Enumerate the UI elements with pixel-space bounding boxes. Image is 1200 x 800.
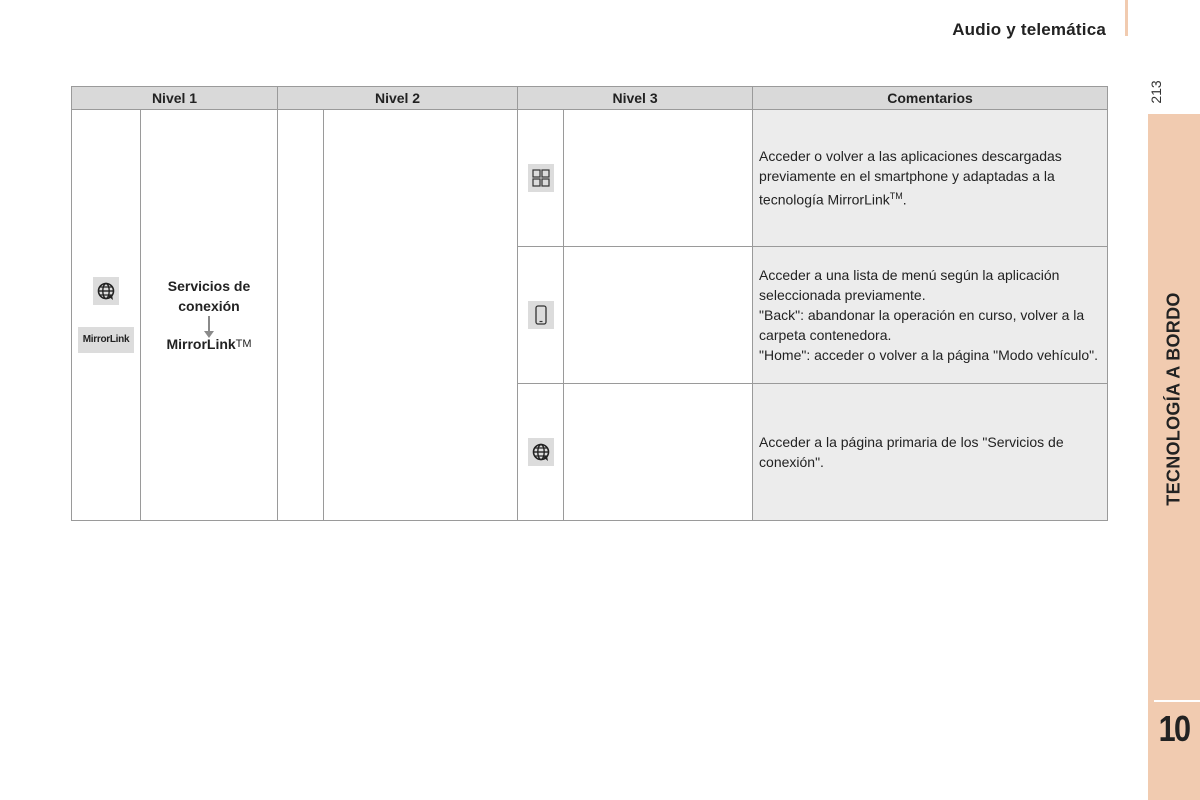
comment-cell: Acceder a la página primaria de los "Servicios de conexión". <box>753 384 1108 521</box>
header-accent-tick <box>1125 0 1128 36</box>
level1-icon-cell <box>72 110 141 521</box>
comment-line: "Back": abandonar la operación en curso, volver a la carpeta contenedora. <box>759 307 1085 343</box>
chapter-side-tab <box>1148 114 1200 800</box>
level1-label-line2: conexión <box>178 298 240 314</box>
connected-services-globe-icon <box>93 277 119 305</box>
column-header-nivel-2: Nivel 2 <box>278 87 518 110</box>
comment-line: "Home": acceder o volver a la página "Modo vehículo". <box>759 347 1098 363</box>
chapter-number: 10 <box>1158 708 1190 749</box>
column-header-nivel-3: Nivel 3 <box>518 87 753 110</box>
column-header-nivel-1: Nivel 1 <box>72 87 278 110</box>
level1-label-cell <box>141 110 278 521</box>
mirrorlink-logo: MirrorLink <box>78 327 134 353</box>
section-title: Audio y telemática <box>952 20 1106 39</box>
column-header-comentarios: Comentarios <box>753 87 1108 110</box>
comment-cell: Acceder o volver a las aplicaciones descargadas previamente en el smartphone y adaptadas a la tecnología MirrorLink™. <box>753 110 1108 247</box>
level3-label-cell <box>564 247 753 384</box>
level2-icon-cell <box>278 110 324 521</box>
level2-label-cell <box>324 110 518 521</box>
smartphone-icon <box>528 301 554 329</box>
trademark-mark: TM <box>235 338 252 350</box>
level3-label-cell <box>564 110 753 247</box>
trademark-mark: TM <box>889 191 903 202</box>
chapter-divider <box>1154 700 1200 702</box>
level3-icon-cell <box>518 110 564 247</box>
apps-grid-icon <box>528 164 554 192</box>
chapter-title: TECNOLOGÍA A BORDO <box>1163 292 1184 506</box>
connected-services-globe-icon <box>528 438 554 466</box>
comment-cell <box>753 247 1108 384</box>
menu-structure-table <box>71 86 1108 521</box>
comment-line: Acceder a una lista de menú según la aplicación seleccionada previamente. <box>759 267 1060 303</box>
level1-label-line3: MirrorLink <box>166 336 236 352</box>
table-header-row <box>72 87 1108 110</box>
level3-icon-cell <box>518 384 564 521</box>
level1-label-line1: Servicios de <box>167 278 251 294</box>
level3-icon-cell <box>518 247 564 384</box>
table-row <box>72 110 1108 247</box>
page-number: 213 <box>1148 80 1164 104</box>
level3-label-cell <box>564 384 753 521</box>
down-arrow-icon <box>208 316 210 334</box>
